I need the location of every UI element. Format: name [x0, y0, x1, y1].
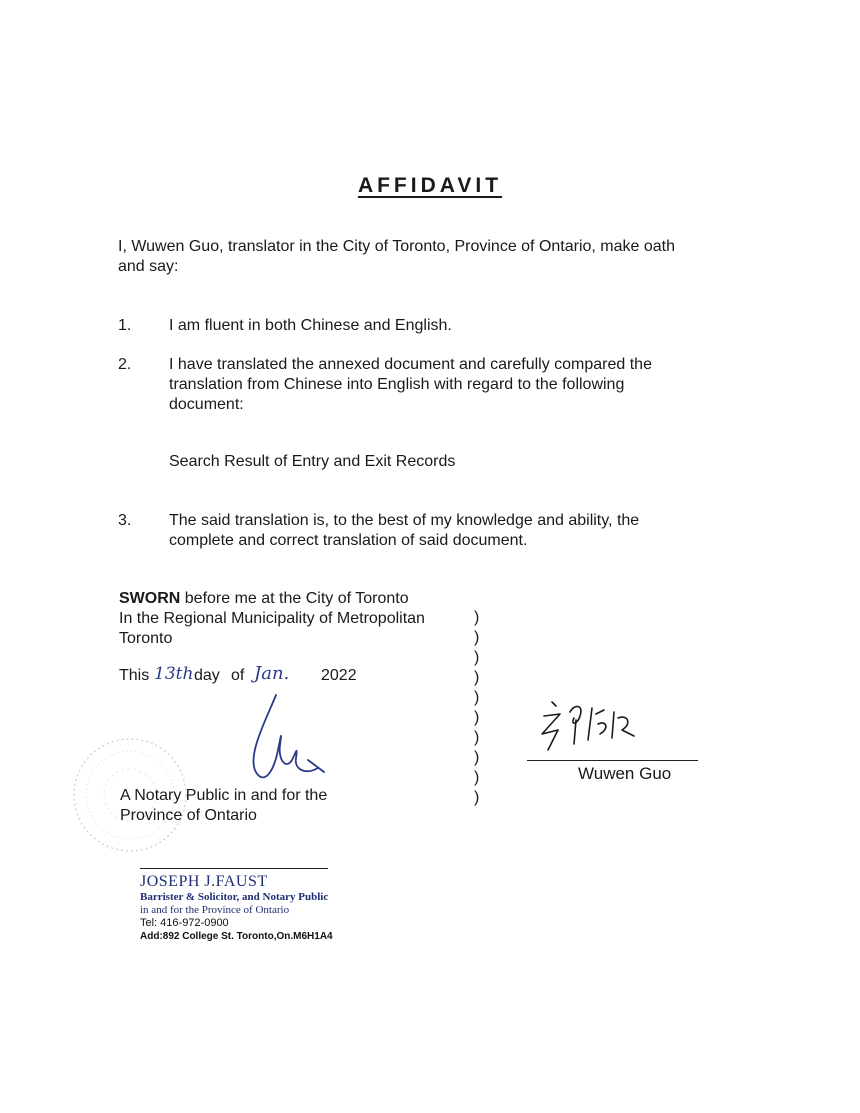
item-line: I am fluent in both Chinese and English.	[169, 317, 452, 334]
year-text: 2022	[321, 667, 357, 684]
this-label: This	[119, 667, 150, 684]
item-line: document:	[169, 396, 244, 413]
parenthesis-column	[474, 608, 479, 808]
document-name: Search Result of Entry and Exit Records	[169, 453, 456, 470]
stamp-line-2: in and for the Province of Ontario	[140, 904, 290, 916]
stamp-address: Add:892 College St. Toronto,On.M6H1A4	[140, 931, 333, 942]
parenthesis: )	[474, 669, 480, 686]
parenthesis: )	[474, 649, 480, 666]
parenthesis: )	[474, 689, 480, 706]
sworn-bold: SWORN	[119, 590, 181, 607]
item-number: 2.	[118, 356, 132, 373]
parenthesis: )	[474, 609, 480, 626]
intro-line-1: I, Wuwen Guo, translator in the City of Toronto, Province of Ontario, make oath	[118, 238, 676, 255]
sworn-line-1	[119, 589, 469, 609]
stamp-line-1: Barrister & Solicitor, and Notary Public	[140, 891, 329, 903]
signature-line	[527, 760, 698, 761]
stamp-tel: Tel: 416-972-0900	[140, 917, 229, 929]
parenthesis: )	[474, 769, 480, 786]
translator-signature-icon	[534, 694, 644, 756]
item-line: translation from Chinese into English with regard to the following	[169, 376, 625, 393]
of-label: of	[231, 667, 245, 684]
item-number: 1.	[118, 317, 132, 334]
sworn-block	[119, 589, 469, 649]
handwritten-month: Jan.	[254, 663, 290, 684]
notary-signature-icon	[236, 690, 336, 785]
sworn-line-3: Toronto	[119, 630, 173, 647]
notary-signature-line	[140, 868, 328, 869]
item-number: 3.	[118, 512, 132, 529]
notary-block	[120, 786, 327, 826]
signer-name: Wuwen Guo	[578, 764, 672, 783]
parenthesis: )	[474, 629, 480, 646]
notary-line-2: Province of Ontario	[120, 807, 257, 824]
parenthesis: )	[474, 729, 480, 746]
item-line: complete and correct translation of said document.	[169, 532, 528, 549]
parenthesis: )	[474, 709, 480, 726]
item-text	[169, 316, 729, 336]
sworn-line-2: In the Regional Municipality of Metropolitan	[119, 610, 425, 627]
item-text	[169, 511, 729, 551]
document-title: AFFIDAVIT	[357, 174, 503, 197]
stamp-name: JOSEPH J.FAUST	[140, 873, 268, 890]
intro-paragraph	[118, 237, 738, 277]
notary-stamp	[140, 873, 333, 943]
notary-line-1: A Notary Public in and for the	[120, 787, 328, 804]
day-label: day	[194, 667, 220, 684]
parenthesis: )	[474, 789, 480, 806]
item-line: I have translated the annexed document and carefully compared the	[169, 356, 652, 373]
handwritten-day: 13th	[154, 664, 194, 684]
intro-line-2: and say:	[118, 258, 179, 275]
item-text	[169, 355, 729, 415]
sworn-rest: before me at the City of Toronto	[180, 590, 409, 607]
item-line: The said translation is, to the best of my knowledge and ability, the	[169, 512, 640, 529]
parenthesis: )	[474, 749, 480, 766]
